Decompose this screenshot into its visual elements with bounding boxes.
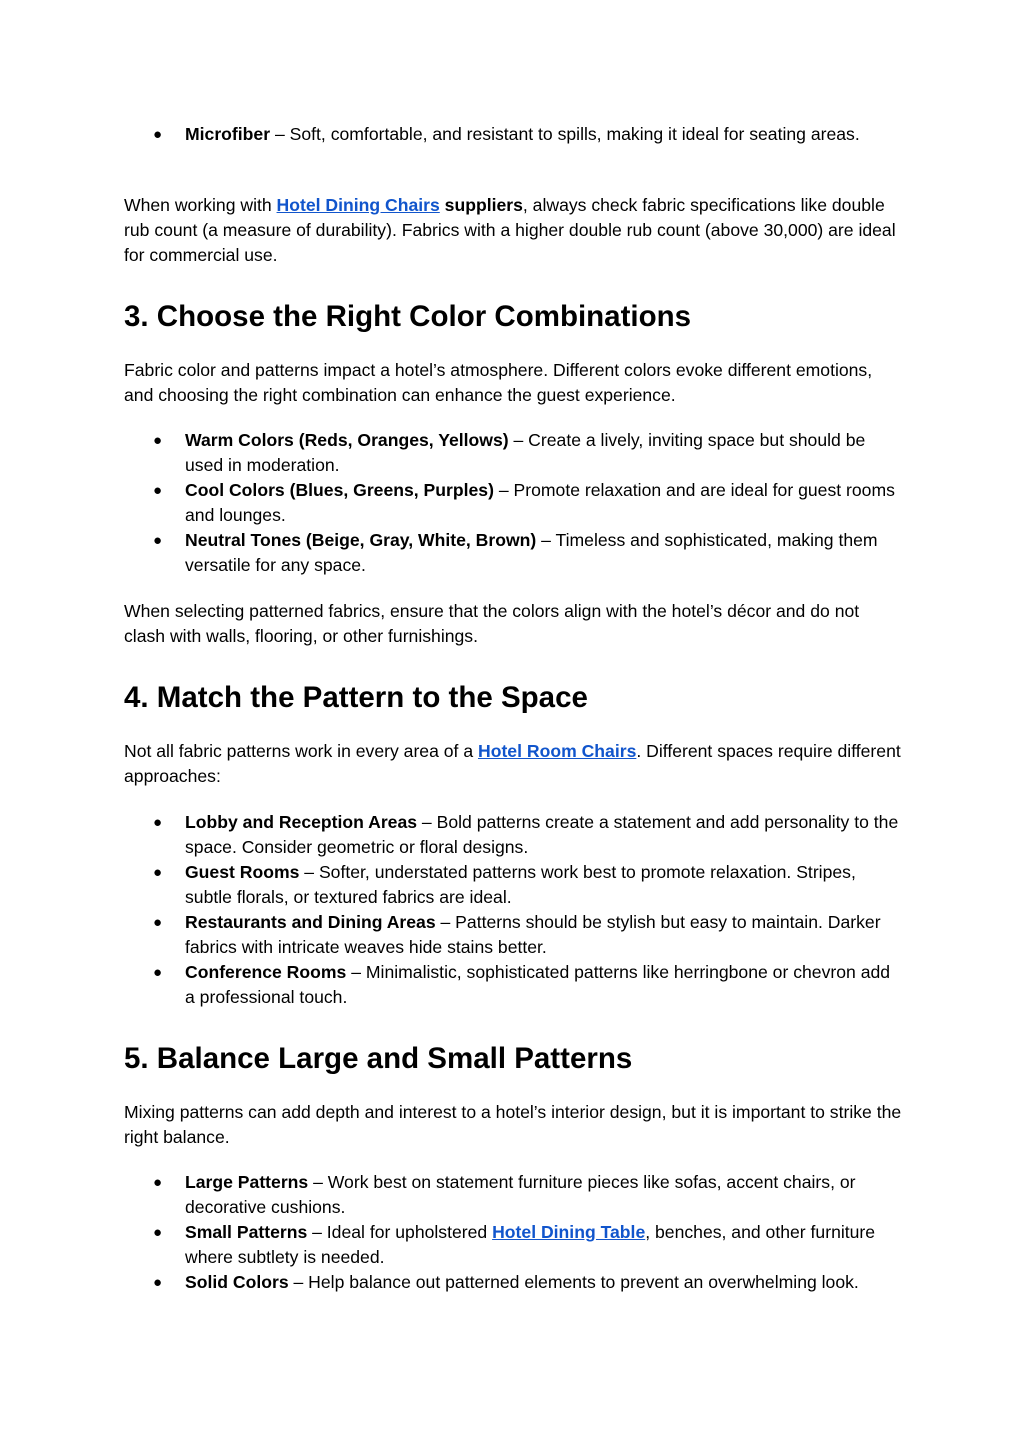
list-item-desc: – Help balance out patterned elements to prevent an overwhelming look. xyxy=(288,1272,859,1292)
section-4-list xyxy=(124,810,904,1010)
section-4-paragraph xyxy=(124,739,904,789)
list-item-term: Conference Rooms xyxy=(185,962,347,982)
bullet-icon: ● xyxy=(153,532,163,549)
list-item-term: Cool Colors (Blues, Greens, Purples) xyxy=(185,480,494,500)
list-item xyxy=(124,910,904,960)
list-item xyxy=(124,1220,904,1270)
list-item-desc: – Bold patterns create a statement and add personality to the space. Consider geometric or floral designs. xyxy=(185,812,899,857)
hotel-room-chairs-link[interactable]: Hotel Room Chairs xyxy=(478,741,637,761)
list-item xyxy=(124,860,904,910)
list-item-term: Neutral Tones (Beige, Gray, White, Brown) xyxy=(185,530,537,550)
bullet-icon: ● xyxy=(153,814,163,831)
section-3-paragraph: Fabric color and patterns impact a hotel’s atmosphere. Different colors evoke different emotions, and choosing the right combination can enhance the guest experience. xyxy=(124,360,873,405)
list-item-term: Guest Rooms xyxy=(185,862,300,882)
bullet-icon: ● xyxy=(153,1224,163,1241)
section-5-list xyxy=(124,1170,904,1295)
section-3-list xyxy=(124,428,904,578)
list-item-desc: – Soft, comfortable, and resistant to spills, making it ideal for seating areas. xyxy=(270,124,860,144)
section-4-heading: 4. Match the Pattern to the Space xyxy=(124,681,588,714)
list-item-term: Small Patterns xyxy=(185,1222,308,1242)
list-item xyxy=(124,478,904,528)
section-5-heading: 5. Balance Large and Small Patterns xyxy=(124,1042,633,1075)
intro-list xyxy=(124,122,904,147)
list-item-desc: – Work best on statement furniture pieces like sofas, accent chairs, or decorative cushions. xyxy=(185,1172,856,1217)
list-item-term: Restaurants and Dining Areas xyxy=(185,912,436,932)
list-item-desc: – Promote relaxation and are ideal for guest rooms and lounges. xyxy=(185,480,895,525)
bullet-icon: ● xyxy=(153,864,163,881)
list-item xyxy=(124,428,904,478)
intro-text-after: , always check fabric specifications like double rub count (a measure of durability). Fabrics with a higher double rub count (above 30,000) are ideal for commercial use. xyxy=(124,195,896,265)
hotel-dining-chairs-link[interactable]: Hotel Dining Chairs xyxy=(276,195,440,215)
intro-paragraph xyxy=(124,193,904,268)
list-item-term: Warm Colors (Reds, Oranges, Yellows) xyxy=(185,430,509,450)
list-item-desc-after: , benches, and other furniture where subtlety is needed. xyxy=(185,1222,876,1267)
list-item xyxy=(124,1270,904,1295)
list-item-term: Large Patterns xyxy=(185,1172,309,1192)
bullet-icon: ● xyxy=(153,126,163,143)
list-item xyxy=(124,122,904,147)
bullet-icon: ● xyxy=(153,1174,163,1191)
list-item-desc-before: – Ideal for upholstered xyxy=(307,1222,493,1242)
bullet-icon: ● xyxy=(153,432,163,449)
list-item-desc: – Minimalistic, sophisticated patterns like herringbone or chevron add a professional touch. xyxy=(185,962,891,1007)
list-item-term: Microfiber xyxy=(185,124,271,144)
section-3-closing: When selecting patterned fabrics, ensure that the colors align with the hotel’s décor and do not clash with walls, flooring, or other furnishings. xyxy=(124,601,860,646)
intro-bold-suppliers: suppliers xyxy=(439,195,523,215)
list-item-term: Solid Colors xyxy=(185,1272,289,1292)
list-item-desc: – Patterns should be stylish but easy to maintain. Darker fabrics with intricate weaves hide stains better. xyxy=(185,912,881,957)
list-item-desc: – Timeless and sophisticated, making them versatile for any space. xyxy=(185,530,878,575)
intro-text-before: When working with xyxy=(124,195,277,215)
bullet-icon: ● xyxy=(153,482,163,499)
section-4-text-after: . Different spaces require different approaches: xyxy=(124,741,901,786)
hotel-dining-table-link[interactable]: Hotel Dining Table xyxy=(492,1222,646,1242)
list-item-desc: – Softer, understated patterns work best to promote relaxation. Stripes, subtle florals, or textured fabrics are ideal. xyxy=(185,862,856,907)
section-3-heading: 3. Choose the Right Color Combinations xyxy=(124,300,692,333)
list-item-term: Lobby and Reception Areas xyxy=(185,812,418,832)
list-item xyxy=(124,528,904,578)
list-item xyxy=(124,1170,904,1220)
list-item xyxy=(124,960,904,1010)
bullet-icon: ● xyxy=(153,964,163,981)
bullet-icon: ● xyxy=(153,914,163,931)
section-4-text-before: Not all fabric patterns work in every area of a xyxy=(124,741,478,761)
section-5-paragraph: Mixing patterns can add depth and interest to a hotel’s interior design, but it is important to strike the right balance. xyxy=(124,1102,902,1147)
list-item xyxy=(124,810,904,860)
bullet-icon: ● xyxy=(153,1274,163,1291)
list-item-desc: – Create a lively, inviting space but should be used in moderation. xyxy=(185,430,866,475)
